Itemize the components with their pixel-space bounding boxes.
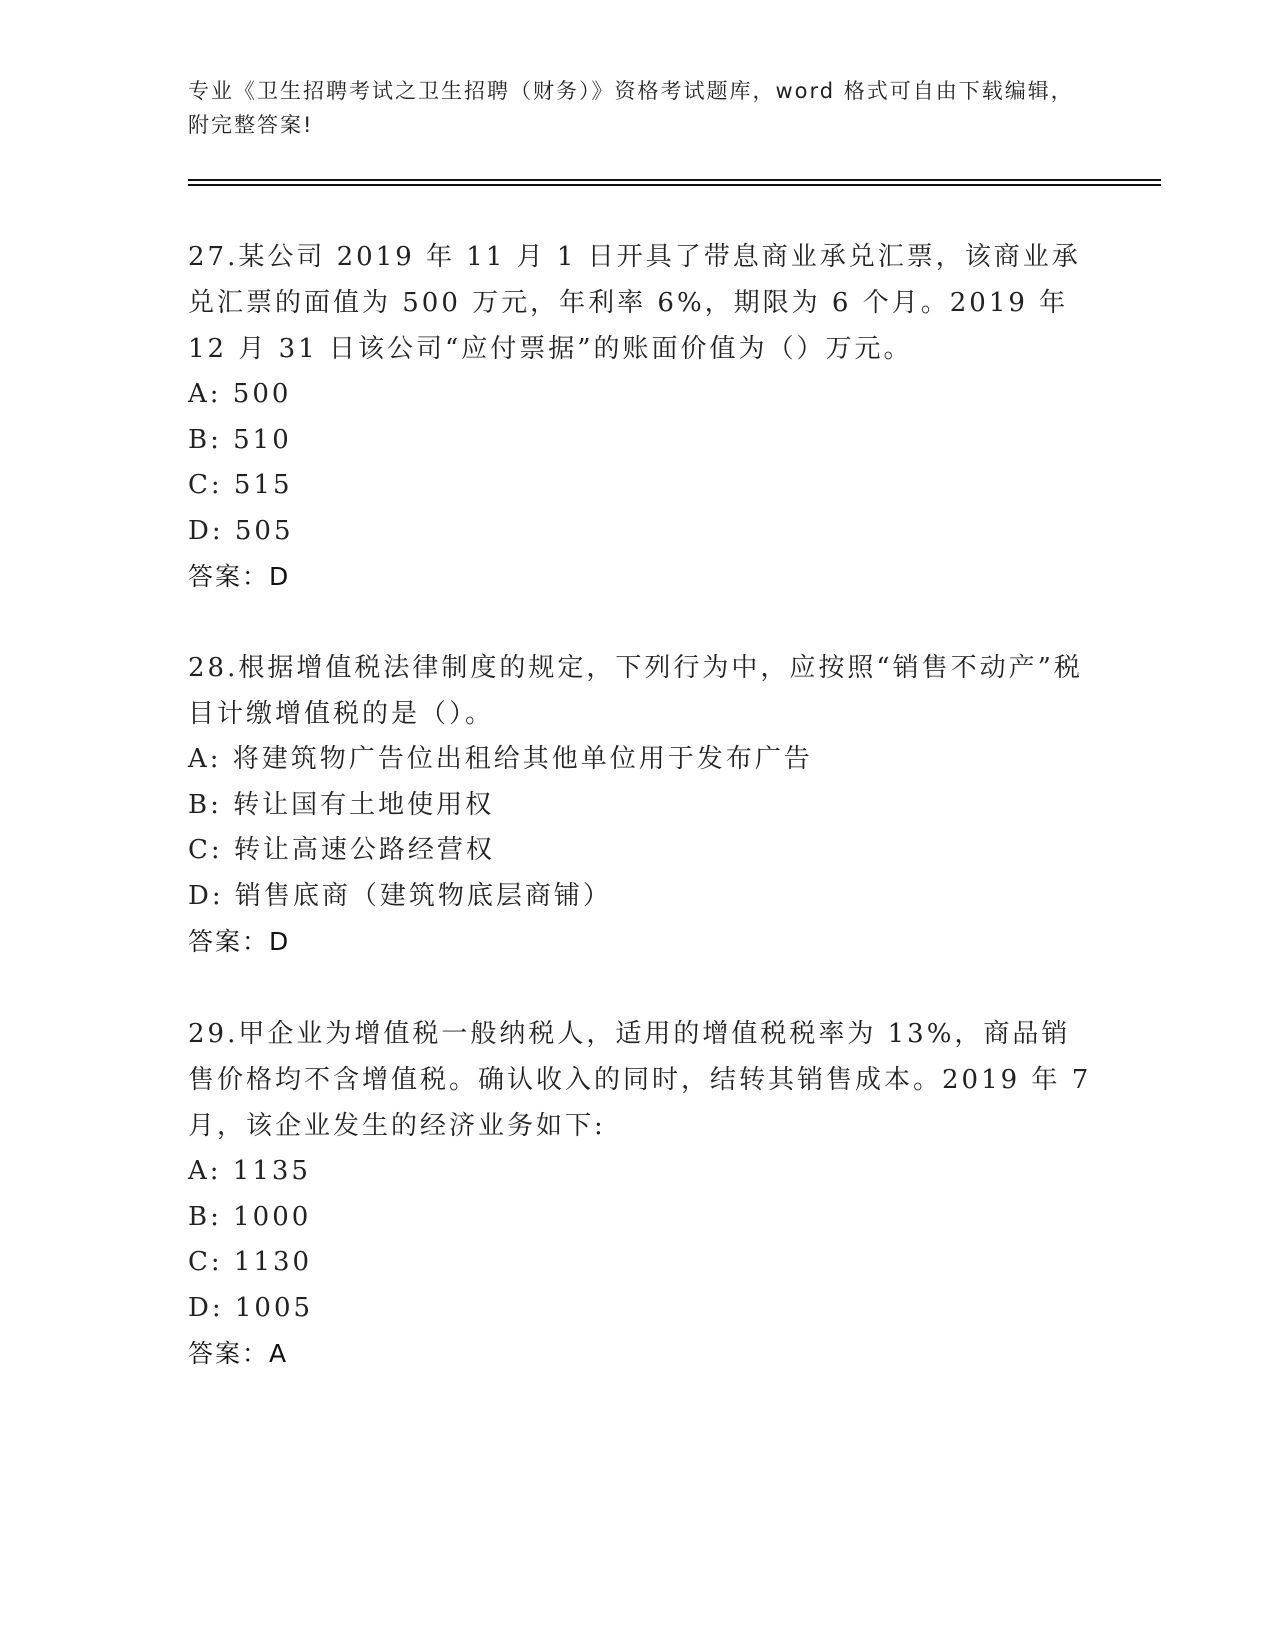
option-c: C: 转让高速公路经营权 [188, 835, 495, 865]
question-27 [188, 234, 1093, 600]
question-28 [188, 645, 1093, 965]
option-a: A: 1135 [188, 1156, 311, 1186]
option-b: B: 510 [188, 424, 292, 455]
option-c: C: 515 [188, 470, 293, 500]
document-header: 专业《卫生招聘考试之卫生招聘（财务）》资格考试题库，word 格式可自由下载编辑，附完整答案! [188, 79, 1074, 137]
option-b: B: 转让国有土地使用权 [188, 789, 495, 820]
answer-line: 答案：D [188, 927, 291, 956]
question-stem: 28.根据增值税法律制度的规定，下列行为中，应按照“销售不动产”税目计缴增值税的是（）。 [188, 653, 1083, 729]
option-a: A: 将建筑物广告位出租给其他单位用于发布广告 [188, 744, 813, 774]
answer-line: 答案：D [188, 562, 291, 591]
option-a: A: 500 [188, 379, 292, 409]
question-stem: 29.甲企业为增值税一般纳税人，适用的增值税税率为 13%，商品销售价格均不含增值税。确认收入的同时，结转其销售成本。2019 年 7 月，该企业发生的经济业务如下: [188, 1019, 1092, 1141]
question-stem: 27.某公司 2019 年 11 月 1 日开具了带息商业承兑汇票，该商业承兑汇票的面值为 500 万元，年利率 6%，期限为 6 个月。2019 年 12 月 31 日该公司“应付票据”的账面价值为（）万元。 [188, 242, 1081, 364]
header-divider-top [188, 179, 1161, 181]
option-b: B: 1000 [188, 1201, 312, 1232]
option-c: C: 1130 [188, 1247, 313, 1277]
header-divider-bottom [188, 184, 1161, 186]
answer-line: 答案：A [188, 1339, 289, 1368]
option-d: D: 505 [188, 515, 294, 546]
option-d: D: 1005 [188, 1292, 314, 1323]
option-d: D: 销售底商（建筑物底层商铺） [188, 880, 612, 911]
question-29 [188, 1011, 1093, 1377]
